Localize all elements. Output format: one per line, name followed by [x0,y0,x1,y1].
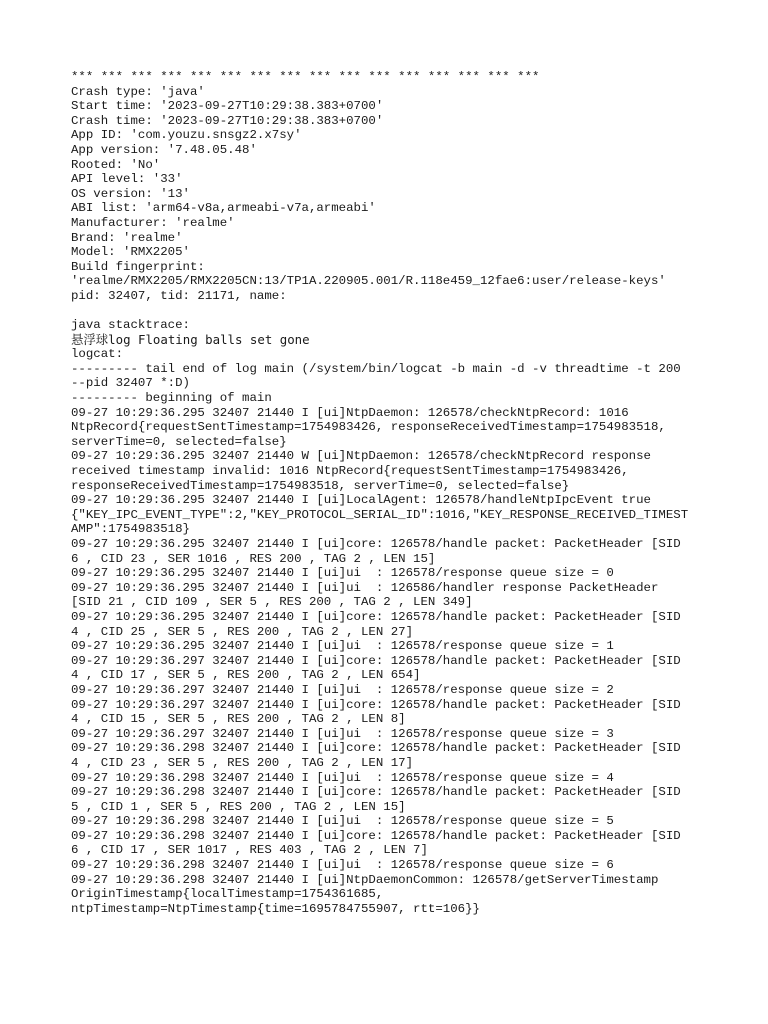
manufacturer-line: Manufacturer: 'realme' [71,215,235,230]
rooted-line: Rooted: 'No' [71,157,161,172]
logcat-line: 4 , CID 15 , SER 5 , RES 200 , TAG 2 , LEN 8] [71,712,406,727]
logcat-line: ntpTimestamp=NtpTimestamp{time=1695784755907, rtt=106}} [71,901,480,916]
separator-line: *** *** *** *** *** *** *** *** *** *** *** *** *** *** *** *** [71,70,540,84]
logcat-line: --pid 32407 *:D) [71,376,190,391]
crash-time-line: Crash time: '2023-09-27T10:29:38.383+0700' [71,113,384,128]
logcat-line: 09-27 10:29:36.298 32407 21440 I [ui]core: 126578/handle packet: PacketHeader [SID [71,828,681,843]
logcat-line: [SID 21 , CID 109 , SER 5 , RES 200 , TAG 2 , LEN 349] [71,595,473,610]
logcat-line: 09-27 10:29:36.295 32407 21440 I [ui]core: 126578/handle packet: PacketHeader [SID [71,537,681,551]
logcat-line: 09-27 10:29:36.298 32407 21440 I [ui]NtpDaemonCommon: 126578/getServerTimestamp [71,872,659,887]
logcat-line: {"KEY_IPC_EVENT_TYPE":2,"KEY_PROTOCOL_SERIAL_ID":1016,"KEY_RESPONSE_RECEIVED_TIMEST [71,507,689,522]
app-version-line: App version: '7.48.05.48' [71,142,257,157]
build-fingerprint-label: Build fingerprint: [71,259,205,274]
api-level-line: API level: '33' [71,172,183,187]
logcat-line: 09-27 10:29:36.298 32407 21440 I [ui]ui : 126578/response queue size = 6 [71,858,614,873]
logcat-line: 09-27 10:29:36.295 32407 21440 W [ui]NtpDaemon: 126578/checkNtpRecord response [71,449,651,464]
logcat-line: 4 , CID 25 , SER 5 , RES 200 , TAG 2 , LEN 27] [71,624,414,639]
logcat-line: received timestamp invalid: 1016 NtpRecord{requestSentTimestamp=1754983426, [71,464,629,479]
logcat-line: 09-27 10:29:36.295 32407 21440 I [ui]ui : 126578/response queue size = 1 [71,639,614,654]
logcat-line: responseReceivedTimestamp=1754983518, serverTime=0, selected=false} [71,478,570,493]
crash-log-document [71,70,711,916]
logcat-line: serverTime=0, selected=false} [71,434,287,449]
app-id-line: App ID: 'com.youzu.snsgz2.x7sy' [71,128,302,143]
stacktrace-message-line: 悬浮球log Floating balls set gone [71,331,310,347]
logcat-line: --------- beginning of main [71,391,272,406]
pid-tid-line: pid: 32407, tid: 21171, name: [71,288,287,303]
logcat-heading: logcat: [71,347,124,362]
logcat-line: NtpRecord{requestSentTimestamp=1754983426, responseReceivedTimestamp=1754983518, [71,420,666,435]
logcat-line: 09-27 10:29:36.298 32407 21440 I [ui]ui : 126578/response queue size = 4 [71,770,614,785]
logcat-line: 09-27 10:29:36.295 32407 21440 I [ui]NtpDaemon: 126578/checkNtpRecord: 1016 [71,405,629,420]
logcat-line: 09-27 10:29:36.297 32407 21440 I [ui]core: 126578/handle packet: PacketHeader [SID [71,653,681,668]
logcat-line: 09-27 10:29:36.297 32407 21440 I [ui]ui : 126578/response queue size = 2 [71,682,614,697]
logcat-line: 09-27 10:29:36.297 32407 21440 I [ui]core: 126578/handle packet: PacketHeader [SID [71,697,681,712]
model-line: Model: 'RMX2205' [71,245,190,260]
logcat-line: 6 , CID 17 , SER 1017 , RES 403 , TAG 2 , LEN 7] [71,843,428,858]
logcat-line: 09-27 10:29:36.298 32407 21440 I [ui]ui : 126578/response queue size = 5 [71,814,614,829]
logcat-line: 09-27 10:29:36.298 32407 21440 I [ui]core: 126578/handle packet: PacketHeader [SID [71,785,681,800]
logcat-line: 09-27 10:29:36.295 32407 21440 I [ui]ui : 126586/handler response PacketHeader [71,580,659,595]
logcat-line: 4 , CID 17 , SER 5 , RES 200 , TAG 2 , LEN 654] [71,668,421,683]
logcat-line: 6 , CID 23 , SER 1016 , RES 200 , TAG 2 , LEN 15] [71,551,436,566]
logcat-line: 09-27 10:29:36.295 32407 21440 I [ui]core: 126578/handle packet: PacketHeader [SID [71,609,681,624]
java-stacktrace-heading: java stacktrace: [71,318,190,333]
logcat-line: 09-27 10:29:36.295 32407 21440 I [ui]ui : 126578/response queue size = 0 [71,566,614,581]
crash-type-line: Crash type: 'java' [71,84,205,99]
os-version-line: OS version: '13' [71,186,190,201]
blank-line [71,304,711,319]
logcat-line: 09-27 10:29:36.295 32407 21440 I [ui]LocalAgent: 126578/handleNtpIpcEvent true [71,493,651,508]
logcat-line: AMP":1754983518} [71,522,190,537]
logcat-line: --------- tail end of log main (/system/bin/logcat -b main -d -v threadtime -t 200 [71,361,681,376]
start-time-line: Start time: '2023-09-27T10:29:38.383+0700' [71,99,384,114]
logcat-line: 4 , CID 23 , SER 5 , RES 200 , TAG 2 , LEN 17] [71,755,414,770]
logcat-line: 09-27 10:29:36.297 32407 21440 I [ui]ui : 126578/response queue size = 3 [71,726,614,741]
logcat-line: OriginTimestamp{localTimestamp=1754361685, [71,887,384,902]
logcat-line: 09-27 10:29:36.298 32407 21440 I [ui]core: 126578/handle packet: PacketHeader [SID [71,741,681,756]
abi-list-line: ABI list: 'arm64-v8a,armeabi-v7a,armeabi' [71,201,376,216]
build-fingerprint-value: 'realme/RMX2205/RMX2205CN:13/TP1A.220905.001/R.118e459_12fae6:user/release-keys' [71,274,666,289]
logcat-line: 5 , CID 1 , SER 5 , RES 200 , TAG 2 , LEN 15] [71,799,406,814]
brand-line: Brand: 'realme' [71,230,183,245]
